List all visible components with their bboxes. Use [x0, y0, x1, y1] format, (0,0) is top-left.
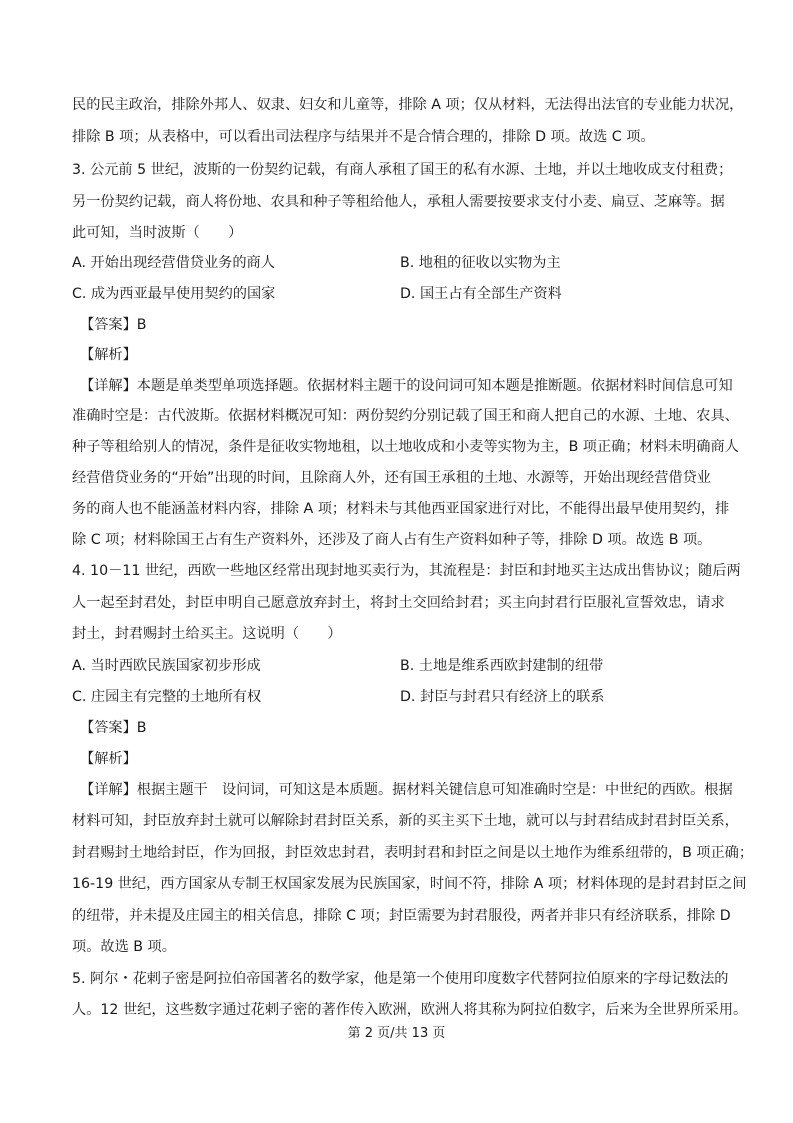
- option-d: D. 封臣与封君只有经济上的联系: [400, 689, 605, 705]
- analysis-line: 【详解】根据主题干 设问词，可知这是本质题。据材料关键信息可知准确时空是：中世纪的西欧。根据: [80, 782, 733, 798]
- analysis-line: 封君赐封土地给封臣，作为回报，封臣效忠封君，表明封君和封臣之间是以土地作为维系纽带的，B 项正确；: [72, 845, 754, 861]
- analysis-line: 项。故选 B 项。: [72, 939, 176, 955]
- analysis-label: 【解析】: [80, 347, 137, 363]
- analysis-line: 除 C 项；材料除国王占有生产资料外，还涉及了商人占有生产资料如种子等，排除 D 项。故选 B 项。: [72, 532, 712, 548]
- option-a: A. 当时西欧民族国家初步形成: [72, 658, 261, 674]
- analysis-line: 务的商人也不能涵盖材料内容，排除 A 项；材料未与其他西亚国家进行对比，不能得出最早使用契约，排: [72, 501, 730, 517]
- question-stem-line: 4. 10－11 世纪，西欧一些地区经常出现封地买卖行为，其流程是：封臣和封地买主达成出售协议；随后两: [72, 563, 741, 579]
- analysis-line: 【详解】本题是单类型单项选择题。依据材料主题干的设问词可知本题是推断题。依据材料时间信息可知: [80, 378, 733, 394]
- answer-label: 【答案】B: [80, 720, 147, 736]
- option-c: C. 成为西亚最早使用契约的国家: [72, 286, 276, 302]
- option-a: A. 开始出现经营借贷业务的商人: [72, 255, 275, 271]
- question-stem-line: 此可知，当时波斯（ ）: [72, 225, 243, 241]
- question-stem-line: 3. 公元前 5 世纪，波斯的一份契约记载，有商人承租了国王的私有水源、土地，并以土地收成支付租费；: [72, 162, 733, 178]
- analysis-line: 准确时空是：古代波斯。依据材料概况可知：两份契约分别记载了国王和商人把自己的水源、土地、农具、: [72, 408, 739, 424]
- question-stem-line: 封土，封君赐封土给买主。这说明（ ）: [72, 626, 342, 642]
- question-stem-line: 人一起至封君处，封臣申明自己愿意放弃封土，将封土交回给封君；买主向封君行臣服礼宣誓效忠，请求: [72, 595, 725, 611]
- answer-label: 【答案】B: [80, 317, 147, 333]
- explanation-line: 排除 B 项；从表格中，可以看出司法程序与结果并不是合情合理的，排除 D 项。故选 C 项。: [72, 129, 655, 145]
- page-number-footer: 第 2 页/共 13 页: [347, 1026, 446, 1041]
- question-stem-line: 另一份契约记载，商人将份地、农具和种子等租给他人，承租人需要按要求支付小麦、扁豆、芝麻等。据: [72, 194, 725, 210]
- analysis-label: 【解析】: [80, 751, 137, 767]
- option-b: B. 地租的征收以实物为主: [400, 255, 561, 271]
- analysis-line: 的纽带，并未提及庄园主的相关信息，排除 C 项；封臣需要为封君服役，两者并非只有经济联系，排除 D: [72, 908, 731, 924]
- question-stem-line: 人。12 世纪，这些数字通过花剌子密的著作传入欧洲，欧洲人将其称为阿拉伯数字，后来为全世界所采用。: [72, 1002, 748, 1018]
- option-b: B. 土地是维系西欧封建制的纽带: [400, 658, 604, 674]
- analysis-line: 种子等租给别人的情况，条件是征收实物地租，以土地收成和小麦等实物为主，B 项正确；材料未明确商人: [72, 439, 739, 455]
- analysis-line: 材料可知，封臣放弃封土就可以解除封君封臣关系，新的买主买下土地，就可以与封君结成封君封臣关系，: [72, 813, 739, 829]
- explanation-line: 民的民主政治，排除外邦人、奴隶、妇女和儿童等，排除 A 项；仅从材料，无法得出法官的专业能力状况，: [72, 97, 744, 113]
- analysis-line: 16-19 世纪，西方国家从专制王权国家发展为民族国家，时间不符，排除 A 项；材料体现的是封君封臣之间: [72, 876, 747, 892]
- question-stem-line: 5. 阿尔・花剌子密是阿拉伯帝国著名的数学家，他是第一个使用印度数字代替阿拉伯原来的字母记数法的: [72, 971, 729, 987]
- option-c: C. 庄园主有完整的土地所有权: [72, 689, 262, 705]
- analysis-line: 经营借贷业务的“开始”出现的时间，且除商人外，还有国王承租的土地、水源等，开始出现经营借贷业: [72, 470, 711, 486]
- option-d: D. 国王占有全部生产资料: [400, 286, 562, 302]
